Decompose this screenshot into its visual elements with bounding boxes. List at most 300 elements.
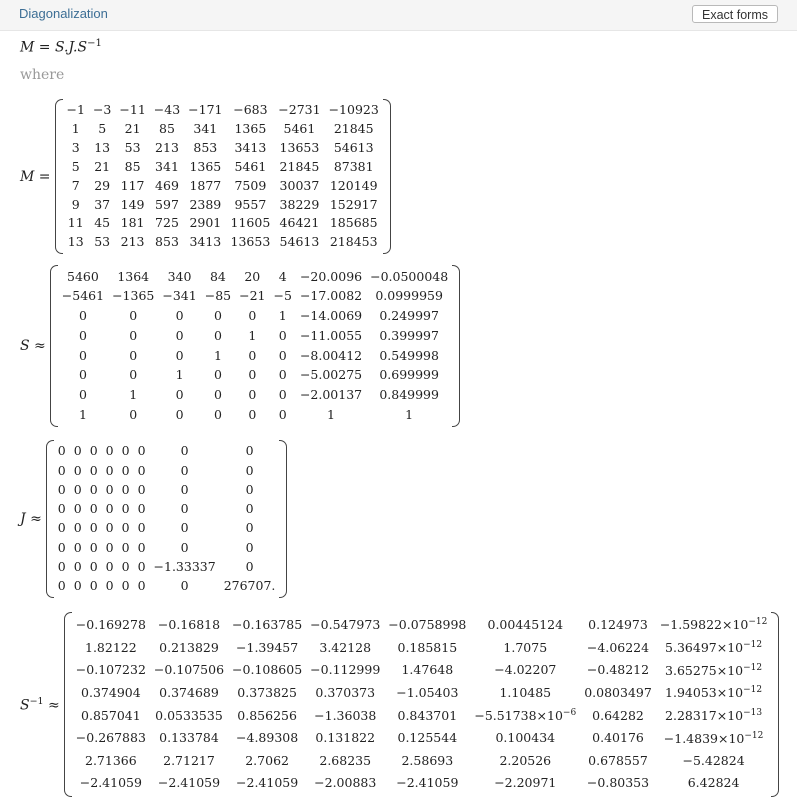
matrix-row	[58, 307, 452, 327]
matrix-cell: 11	[67, 215, 84, 231]
matrix-row	[54, 558, 280, 577]
matrix-cell: −2.20971	[494, 775, 557, 791]
matrix-cell: $1.94053\times 10^{-12}$	[665, 685, 763, 701]
matrix-S-inverse-label-exponent: −1	[29, 695, 44, 707]
matrix-cell: 0.699999	[379, 367, 439, 383]
matrix-cell: 9557	[234, 196, 267, 212]
matrix-cell: 21845	[333, 121, 374, 137]
matrix-cell: −2.41059	[79, 775, 142, 791]
matrix-cell: 3.42128	[319, 639, 372, 655]
matrix-row	[72, 750, 772, 773]
matrix-row	[63, 101, 383, 120]
matrix-cell: 341	[193, 121, 218, 137]
matrix-cell: 0	[73, 443, 82, 459]
matrix-row	[63, 233, 383, 252]
matrix-cell: 152917	[329, 196, 378, 212]
matrix-cell: 0	[180, 462, 189, 478]
matrix-row	[54, 538, 280, 557]
matrix-cell: 0	[248, 367, 257, 383]
matrix-cell: 2.20526	[499, 752, 552, 768]
matrix-cell: 0	[73, 558, 82, 574]
matrix-cell: −4.02207	[494, 662, 557, 678]
matrix-cell: −2.41059	[236, 775, 299, 791]
matrix-cell: 0.370373	[315, 684, 376, 700]
left-paren	[64, 612, 72, 797]
matrix-cell: 0	[175, 387, 184, 403]
matrix-cell: −2.41059	[396, 775, 459, 791]
matrix-cell: 0	[78, 327, 87, 343]
matrix-cell: 0.00445124	[487, 617, 564, 633]
matrix-cell: −5.00275	[299, 367, 363, 383]
matrix-cell: 7509	[234, 177, 267, 193]
matrix-cell: 0	[105, 501, 114, 517]
matrix-cell: −1	[66, 102, 85, 118]
matrix-cell: −341	[162, 288, 197, 304]
matrix-row	[63, 139, 383, 158]
matrix-cell: 181	[120, 215, 145, 231]
matrix-cell: 3	[71, 139, 80, 155]
matrix-cell: 3413	[234, 139, 267, 155]
matrix-cell: 853	[155, 234, 179, 250]
matrix-cell: −1.33337	[153, 558, 216, 574]
matrix-cell: 0	[180, 501, 189, 517]
left-paren	[46, 440, 54, 598]
matrix-cell: 0.857041	[81, 707, 141, 723]
pod-header	[0, 0, 797, 31]
matrix-cell: 1	[405, 406, 414, 422]
matrix-cell: 0.0533535	[155, 707, 223, 723]
matrix-row	[72, 772, 772, 795]
matrix-cell: 1365	[234, 121, 267, 137]
matrix-cell: 1.10485	[499, 684, 552, 700]
matrix-cell: −0.267883	[75, 730, 146, 746]
matrix-cell: 0	[89, 558, 98, 574]
matrix-S-inverse-block	[20, 612, 779, 797]
matrix-cell: 0	[121, 558, 130, 574]
matrix-cell: 1.47648	[401, 662, 454, 678]
matrix-cell: 0	[137, 443, 146, 459]
where-label: where	[20, 67, 65, 83]
matrix-cell: 13	[67, 234, 84, 250]
matrix-cell: −0.112999	[310, 662, 381, 678]
matrix-cell: 0	[248, 406, 257, 422]
matrix-cell: 0	[89, 539, 98, 555]
matrix-cell: 1	[213, 347, 222, 363]
exact-forms-button[interactable]: Exact forms	[692, 5, 778, 23]
matrix-cell: 0	[73, 578, 82, 594]
matrix-cell: 0.0999959	[375, 288, 443, 304]
matrix-cell: 213	[155, 139, 179, 155]
matrix-row	[54, 481, 280, 500]
matrix-cell: 3413	[189, 234, 222, 250]
matrix-cell: 0	[129, 347, 138, 363]
matrix-cell: 0.399997	[379, 327, 439, 343]
matrix-cell: −0.163785	[232, 617, 303, 633]
matrix-cell: 0	[57, 539, 66, 555]
matrix-cell: 0	[180, 443, 189, 459]
matrix-row	[58, 267, 452, 287]
matrix-cell: $-1.4839\times 10^{-12}$	[663, 730, 764, 746]
matrix-cell: −5	[273, 288, 292, 304]
matrix-cell: 0	[73, 481, 82, 497]
matrix-cell: 340	[167, 268, 192, 284]
matrix-cell: 13653	[279, 139, 320, 155]
matrix-cell: 1365	[189, 158, 222, 174]
equation-exponent: −1	[87, 38, 102, 49]
matrix-row	[58, 287, 452, 307]
matrix-cell: $-1.59822\times 10^{-12}$	[659, 617, 768, 633]
matrix-cell: 0	[73, 462, 82, 478]
matrix-row	[72, 682, 772, 705]
matrix-cell: 0	[248, 308, 257, 324]
matrix-cell: 0	[121, 501, 130, 517]
matrix-cell: 0	[175, 327, 184, 343]
matrix-cell: 0	[73, 539, 82, 555]
matrix-cell: 0	[89, 481, 98, 497]
matrix-S-inverse-label-base: S	[20, 697, 30, 714]
matrix-cell: 53	[94, 234, 111, 250]
matrix-cell: 0	[278, 327, 287, 343]
matrix-cell: 0	[121, 462, 130, 478]
matrix-row	[63, 120, 383, 139]
matrix-cell: 0	[129, 406, 138, 422]
matrix-cell: 0	[121, 443, 130, 459]
matrix-S-inverse-label-suffix: ≈	[43, 697, 60, 714]
matrix-cell: 0	[175, 406, 184, 422]
matrix-cell: 0.374904	[81, 684, 141, 700]
matrix-cell: 0	[57, 558, 66, 574]
matrix-row	[72, 637, 772, 660]
matrix-cell: −0.0758998	[388, 617, 467, 633]
matrix-cell: 13	[94, 139, 111, 155]
matrix-cell: 0	[248, 387, 257, 403]
matrix-cell: −4.89308	[236, 730, 299, 746]
equation-text: M = S.J.S	[20, 39, 88, 56]
matrix-cell: 1	[78, 406, 87, 422]
matrix-cell: 120149	[329, 177, 378, 193]
matrix-cell: $2.28317\times 10^{-13}$	[665, 707, 763, 724]
matrix-cell: −1.39457	[236, 639, 299, 655]
matrix-row	[72, 705, 772, 728]
matrix-cell: 0.213829	[159, 639, 219, 655]
matrix-cell: 0	[105, 558, 114, 574]
matrix-row	[72, 727, 772, 750]
matrix-cell: 0	[57, 501, 66, 517]
matrix-cell: −14.0069	[299, 308, 363, 324]
matrix-cell: 853	[193, 139, 218, 155]
matrix-cell: 1	[327, 406, 335, 422]
matrix-cell: 0	[245, 462, 254, 478]
matrix-cell: 0.843701	[397, 707, 458, 723]
matrix-cell: 0	[78, 347, 87, 363]
matrix-cell: 0	[121, 520, 130, 536]
matrix-cell: 469	[155, 177, 179, 193]
matrix-cell: −4.06224	[586, 639, 650, 655]
matrix-cell: −11	[119, 102, 146, 118]
matrix-cell: 53	[124, 139, 141, 155]
matrix-cell: 0	[180, 578, 189, 594]
matrix-cell: −0.107232	[75, 662, 146, 678]
matrix-row	[54, 577, 280, 596]
matrix-cell: 0.374689	[159, 684, 219, 700]
matrix-cell: 5	[98, 121, 107, 137]
matrix-cell: 13653	[230, 234, 271, 250]
matrix-cell: 0	[278, 406, 287, 422]
matrix-cell: −0.48212	[586, 662, 650, 678]
matrix-cell: 9	[71, 196, 80, 212]
matrix-cell: 218453	[329, 234, 378, 250]
matrix-cell: 0.678557	[588, 752, 648, 768]
matrix-S	[58, 267, 452, 425]
matrix-cell: 0	[137, 520, 146, 536]
matrix-cell: −5461	[61, 288, 105, 304]
matrix-cell: 0	[213, 308, 222, 324]
matrix-cell: 2901	[189, 215, 222, 231]
matrix-cell: 0	[78, 308, 87, 324]
matrix-cell: 0	[129, 367, 138, 383]
matrix-cell: 276707.	[223, 578, 276, 594]
left-paren	[55, 99, 63, 254]
matrix-cell: 4	[278, 268, 287, 284]
matrix-cell: −85	[204, 288, 232, 304]
matrix-cell: 0	[180, 520, 189, 536]
matrix-cell: 2389	[189, 196, 222, 212]
matrix-cell: −1365	[112, 288, 155, 304]
matrix-cell: 0.40176	[592, 730, 644, 746]
matrix-J	[54, 442, 280, 596]
matrix-cell: 0	[129, 308, 138, 324]
matrix-cell: 149	[120, 196, 145, 212]
matrix-cell: 0	[213, 406, 222, 422]
matrix-cell: 87381	[333, 158, 374, 174]
matrix-row	[58, 326, 452, 346]
matrix-cell: 84	[209, 268, 226, 284]
matrix-cell: 0.373825	[237, 684, 297, 700]
matrix-cell: 2.71366	[85, 752, 137, 768]
matrix-cell: 0	[278, 367, 287, 383]
matrix-cell: 0	[89, 501, 98, 517]
matrix-cell: 0	[105, 443, 114, 459]
matrix-cell: 1	[71, 121, 80, 137]
matrix-row	[63, 214, 383, 233]
matrix-cell: 11605	[230, 215, 271, 231]
matrix-S-block	[20, 265, 460, 427]
matrix-cell: −2731	[278, 102, 321, 118]
matrix-M	[63, 101, 383, 252]
matrix-M-block	[20, 99, 391, 254]
matrix-cell: 0.64282	[592, 707, 644, 723]
matrix-cell: 38229	[279, 196, 320, 212]
matrix-cell: 0	[278, 387, 287, 403]
matrix-cell: 1	[129, 387, 138, 403]
matrix-row	[54, 461, 280, 480]
matrix-cell: 0.849999	[379, 387, 439, 403]
matrix-cell: 1.82122	[85, 639, 137, 655]
matrix-cell: $3.65275\times 10^{-12}$	[665, 662, 763, 678]
matrix-cell: $5.36497\times 10^{-12}$	[665, 640, 763, 656]
matrix-cell: 0	[137, 539, 146, 555]
matrix-cell: 0	[57, 443, 66, 459]
matrix-cell: −0.16818	[157, 617, 221, 633]
matrix-cell: 0	[121, 481, 130, 497]
matrix-row	[63, 158, 383, 177]
matrix-cell: 5461	[234, 158, 267, 174]
pod-title: Diagonalization	[19, 6, 108, 21]
matrix-row	[72, 659, 772, 682]
matrix-cell: 2.58693	[401, 752, 454, 768]
matrix-cell: 2.68235	[319, 752, 372, 768]
matrix-cell: 5460	[67, 268, 99, 284]
matrix-cell: 1	[278, 308, 287, 324]
matrix-cell: −0.107506	[153, 662, 225, 678]
matrix-cell: 0	[213, 327, 222, 343]
matrix-cell: 0	[105, 520, 114, 536]
matrix-row	[72, 614, 772, 637]
matrix-cell: 6.42824	[687, 775, 740, 791]
matrix-cell: 0	[57, 578, 66, 594]
matrix-cell: 54613	[279, 234, 320, 250]
matrix-cell: 1364	[117, 268, 150, 284]
matrix-cell: 21845	[279, 158, 320, 174]
matrix-cell: 21	[124, 121, 141, 137]
matrix-cell: 0.100434	[495, 730, 556, 746]
matrix-cell: 0.185815	[397, 639, 458, 655]
matrix-cell: 85	[159, 121, 175, 137]
matrix-cell: 213	[120, 234, 145, 250]
matrix-cell: 1877	[189, 177, 222, 193]
matrix-cell: 30037	[279, 177, 320, 193]
matrix-cell: 725	[155, 215, 179, 231]
matrix-cell: 0	[57, 520, 66, 536]
matrix-row	[54, 500, 280, 519]
matrix-cell: −43	[153, 102, 181, 118]
matrix-cell: 0	[137, 501, 146, 517]
matrix-cell: −20.0096	[299, 268, 363, 284]
matrix-cell: −11.0055	[299, 327, 363, 343]
matrix-cell: 0	[137, 481, 146, 497]
matrix-cell: 0	[73, 501, 82, 517]
matrix-J-block	[20, 440, 287, 598]
matrix-S-inverse-label	[20, 696, 60, 714]
matrix-row	[58, 366, 452, 386]
matrix-cell: −0.108605	[232, 662, 303, 678]
matrix-cell: −2.41059	[157, 775, 221, 791]
matrix-cell: 21	[94, 158, 111, 174]
matrix-S-inverse	[72, 614, 772, 795]
diagonalization-equation	[20, 38, 102, 56]
matrix-cell: 85	[124, 158, 141, 174]
matrix-cell: −5.42824	[682, 752, 745, 768]
matrix-cell: 1.7075	[503, 639, 548, 655]
matrix-cell: 0.133784	[159, 730, 219, 746]
matrix-cell: 0	[213, 387, 222, 403]
matrix-cell: 0	[89, 462, 98, 478]
matrix-cell: −2.00137	[299, 387, 363, 403]
matrix-cell: −0.547973	[310, 617, 381, 633]
matrix-cell: 0	[137, 462, 146, 478]
matrix-cell: 0.0803497	[584, 684, 652, 700]
matrix-cell: 0	[180, 539, 189, 555]
matrix-cell: 1	[248, 327, 257, 343]
matrix-cell: −683	[233, 102, 268, 118]
matrix-cell: 0	[105, 578, 114, 594]
matrix-cell: 0	[89, 578, 98, 594]
matrix-cell: 0	[121, 539, 130, 555]
matrix-cell: 29	[94, 177, 111, 193]
matrix-cell: 7	[71, 177, 80, 193]
matrix-cell: 0	[245, 520, 254, 536]
matrix-row	[54, 519, 280, 538]
matrix-cell: −0.0500048	[370, 268, 449, 284]
matrix-cell: 5461	[283, 121, 316, 137]
matrix-cell: 0.549998	[379, 347, 439, 363]
matrix-S-label: S ≈	[20, 338, 46, 354]
matrix-cell: 0	[175, 308, 184, 324]
matrix-cell: 0	[129, 327, 138, 343]
matrix-cell: 2.7062	[245, 752, 289, 768]
matrix-cell: 0	[248, 347, 257, 363]
right-paren	[771, 612, 779, 797]
right-paren	[383, 99, 391, 254]
matrix-cell: 0.249997	[379, 308, 439, 324]
matrix-cell: 0	[137, 558, 146, 574]
matrix-cell: 0	[175, 347, 184, 363]
matrix-cell: −3	[92, 102, 112, 118]
matrix-cell: 0	[245, 481, 254, 497]
matrix-cell: 341	[155, 158, 179, 174]
matrix-cell: 54613	[333, 139, 374, 155]
matrix-cell: 0	[105, 481, 114, 497]
matrix-cell: −17.0082	[299, 288, 363, 304]
matrix-cell: 0	[105, 539, 114, 555]
matrix-cell: 597	[155, 196, 179, 212]
matrix-cell: −2.00883	[314, 775, 377, 791]
matrix-cell: −1.05403	[396, 684, 459, 700]
matrix-cell: 0	[105, 462, 114, 478]
matrix-cell: 0	[278, 347, 287, 363]
matrix-cell: −0.80353	[586, 775, 650, 791]
matrix-cell: 0	[245, 501, 254, 517]
matrix-cell: 0	[180, 481, 189, 497]
matrix-cell: 0.131822	[315, 730, 376, 746]
matrix-cell: 0.125544	[397, 730, 458, 746]
matrix-cell: 0	[245, 443, 254, 459]
matrix-cell: 185685	[329, 215, 378, 231]
matrix-cell: 2.71217	[163, 752, 215, 768]
matrix-cell: 45	[94, 215, 111, 231]
matrix-row	[58, 386, 452, 406]
matrix-cell: 117	[120, 177, 145, 193]
matrix-cell: 0	[121, 578, 130, 594]
matrix-cell: 0	[137, 578, 146, 594]
matrix-cell: 0	[73, 520, 82, 536]
matrix-cell: 0	[57, 462, 66, 478]
left-paren	[50, 265, 58, 427]
matrix-row	[58, 346, 452, 366]
matrix-cell: 0	[245, 539, 254, 555]
matrix-cell: −1.36038	[314, 707, 377, 723]
matrix-cell: −10923	[328, 102, 379, 118]
matrix-cell: −21	[239, 288, 266, 304]
matrix-cell: 0	[89, 520, 98, 536]
matrix-cell: 5	[71, 158, 80, 174]
matrix-cell: 0	[78, 387, 87, 403]
matrix-cell: 0	[57, 481, 66, 497]
matrix-cell: 37	[94, 196, 111, 212]
matrix-cell: 1	[175, 367, 184, 383]
matrix-cell: 0	[78, 367, 87, 383]
matrix-row	[63, 195, 383, 214]
